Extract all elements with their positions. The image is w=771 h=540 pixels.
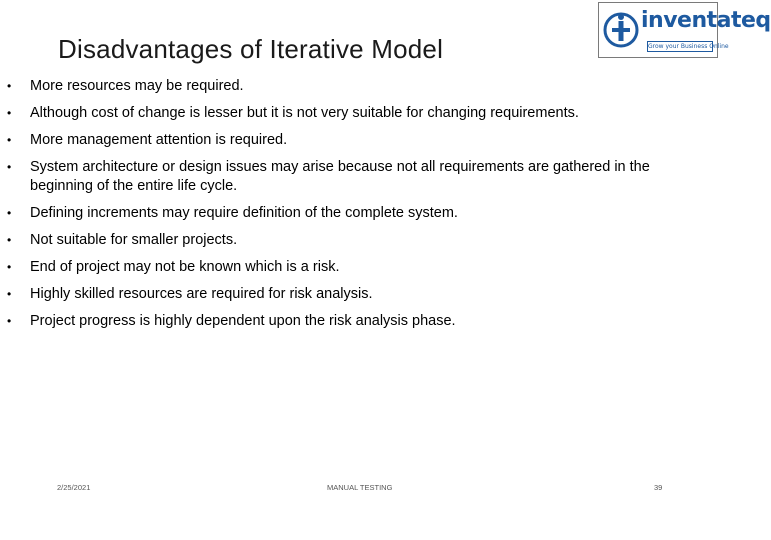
- inventateq-logo-icon: [604, 9, 638, 51]
- bullet-item: [0, 131, 700, 150]
- footer-date: 2/25/2021: [57, 483, 91, 492]
- bullet-item: [0, 158, 700, 196]
- slide-title: Disadvantages of Iterative Model: [58, 34, 444, 64]
- bullet-text: Defining increments may require definition of the complete system.: [30, 205, 458, 221]
- bullet-item: [0, 285, 700, 304]
- bullet-item: [0, 204, 700, 223]
- bullet-text: System architecture or design issues may arise because not all requirements are gathered in the beginning of the entire life cycle.: [30, 159, 650, 194]
- company-logo: [598, 2, 771, 58]
- bullet-text: Project progress is highly dependent upon the risk analysis phase.: [30, 313, 456, 329]
- footer-title: MANUAL TESTING: [327, 483, 393, 492]
- bullet-item: [0, 77, 700, 96]
- bullet-symbol: •: [7, 287, 12, 301]
- logo-name: inventateq: [641, 8, 771, 33]
- bullet-symbol: •: [7, 106, 12, 120]
- bullet-symbol: •: [7, 160, 12, 174]
- bullet-text: Although cost of change is lesser but it is not very suitable for changing requirements.: [30, 105, 579, 121]
- bullet-text: More resources may be required.: [30, 78, 244, 94]
- bullet-symbol: •: [7, 314, 12, 328]
- bullet-symbol: •: [7, 133, 12, 147]
- bullet-symbol: •: [7, 233, 12, 247]
- bullet-text: More management attention is required.: [30, 132, 288, 148]
- bullet-symbol: •: [7, 260, 12, 274]
- bullet-item: [0, 258, 700, 277]
- bullet-symbol: •: [7, 79, 12, 93]
- bullet-list: [0, 77, 700, 339]
- bullet-symbol: •: [7, 206, 12, 220]
- bullet-item: [0, 231, 700, 250]
- bullet-item: [0, 104, 700, 123]
- bullet-text: Not suitable for smaller projects.: [30, 232, 238, 248]
- bullet-text: Highly skilled resources are required for risk analysis.: [30, 286, 373, 302]
- bullet-text: End of project may not be known which is a risk.: [30, 259, 340, 275]
- page-number: 39: [654, 483, 663, 492]
- logo-tagline: Grow your Business Online: [648, 43, 729, 50]
- bullet-item: [0, 312, 700, 331]
